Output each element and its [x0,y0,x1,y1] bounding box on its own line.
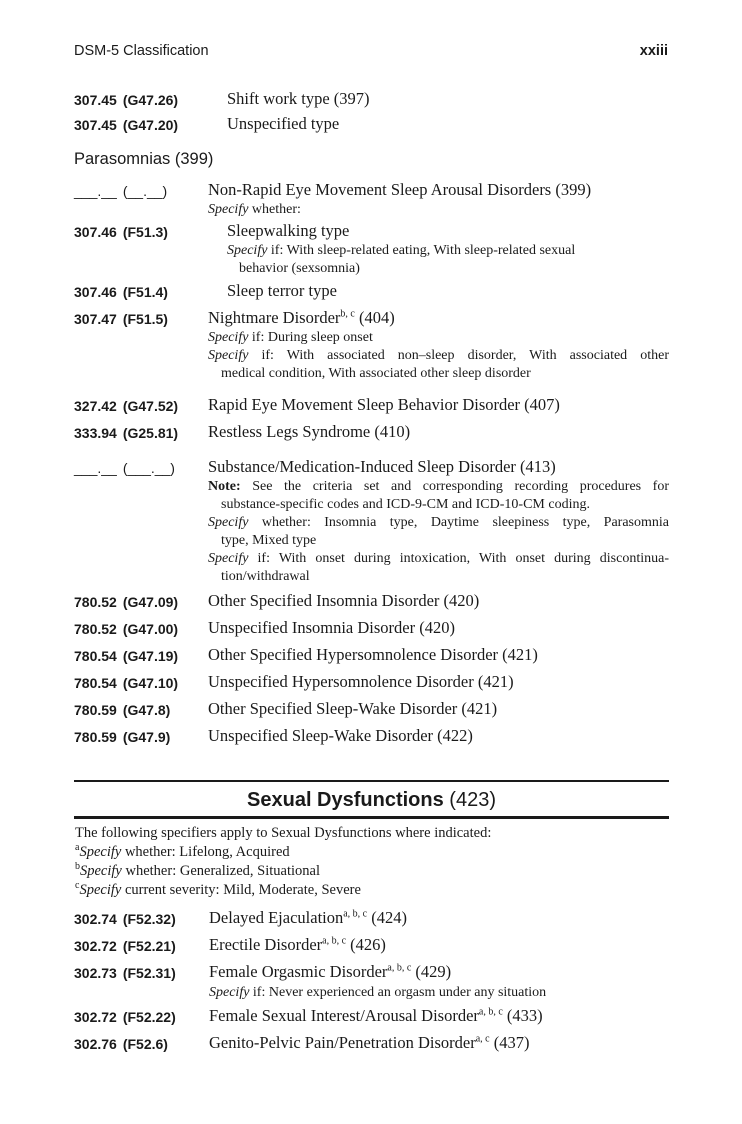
specifier-line: Specify if: During sleep onset [208,330,373,345]
note-line: substance-specific codes and ICD-9-CM and ICD-10-CM coding. [221,497,590,512]
diagnosis-name: Genito-Pelvic Pain/Penetration Disorder$^{a, c}$ (437) [209,1033,530,1052]
diagnosis-name: Unspecified Hypersomnolence Disorder (421) [208,672,514,691]
diagnosis-name: Unspecified type [227,114,340,133]
diagnosis-code: 780.54 (G47.19) [74,648,179,664]
diagnosis-name: Other Specified Hypersomnolence Disorder (421) [208,645,538,664]
page-number: xxiii [639,43,668,59]
diagnosis-code-blank: ___.__ (__.__) [74,183,168,199]
specifier-line: medical condition, With associated other sleep disorder [221,366,531,381]
diagnosis-code: 327.42 (G47.52) [74,398,179,414]
diagnosis-name: Erectile Disorder$^{a, b, c}$ (426) [209,935,386,954]
diagnosis-code: 307.45 (G47.26) [74,92,179,108]
diagnosis-code: 307.45 (G47.20) [74,117,179,133]
section-rule-bottom [74,816,669,819]
diagnosis-code: 302.74 (F52.32) [74,911,176,927]
running-header: DSM-5 Classification [74,43,209,59]
diagnosis-name: Nightmare Disorder$^{b, c}$ (404) [208,308,395,327]
diagnosis-name: Shift work type (397) [227,89,370,108]
diagnosis-name: Delayed Ejaculation$^{a, b, c}$ (424) [209,908,407,927]
specifier-line: Specify whether: [208,202,301,217]
specifier-footnote: $^b$Specify whether: Generalized, Situational [75,861,320,879]
specifier-line: Specify if: With onset during intoxication, With onset during discontinua- [208,551,669,566]
diagnosis-code: 302.72 (F52.22) [74,1009,176,1025]
diagnosis-code: 302.73 (F52.31) [74,965,176,981]
diagnosis-code: 333.94 (G25.81) [74,425,179,441]
section-title-sexual-dysfunctions: Sexual Dysfunctions (423) [247,789,496,811]
diagnosis-name: Female Orgasmic Disorder$^{a, b, c}$ (429) [209,962,452,981]
diagnosis-name: Restless Legs Syndrome (410) [208,422,411,441]
specifier-line: Specify if: With sleep-related eating, With sleep-related sexual [227,243,576,258]
specifier-line: tion/withdrawal [221,569,310,584]
diagnosis-name: Non-Rapid Eye Movement Sleep Arousal Disorders (399) [208,180,592,199]
diagnosis-name: Unspecified Insomnia Disorder (420) [208,618,455,637]
diagnosis-code: 780.59 (G47.8) [74,702,171,718]
diagnosis-code-blank: ___.__ (___.__) [74,460,175,476]
specifier-line: behavior (sexsomnia) [239,261,360,276]
specifier-line: Specify if: Never experienced an orgasm under any situation [209,985,547,1000]
diagnosis-code: 780.54 (G47.10) [74,675,179,691]
note-line: Note: See the criteria set and corresponding recording procedures for [208,479,669,494]
diagnosis-code: 302.72 (F52.21) [74,938,176,954]
diagnosis-name: Rapid Eye Movement Sleep Behavior Disorder (407) [208,395,560,414]
diagnosis-name: Other Specified Sleep-Wake Disorder (421) [208,699,498,718]
diagnosis-code: 307.46 (F51.3) [74,224,168,240]
diagnosis-name: Other Specified Insomnia Disorder (420) [208,591,480,610]
diagnosis-code: 780.52 (G47.09) [74,594,179,610]
intro-text: The following specifiers apply to Sexual Dysfunctions where indicated: [75,825,492,841]
section-heading-parasomnias: Parasomnias (399) [74,150,214,168]
diagnosis-name: Unspecified Sleep-Wake Disorder (422) [208,726,473,745]
diagnosis-code: 307.46 (F51.4) [74,284,168,300]
diagnosis-code: 302.76 (F52.6) [74,1036,168,1052]
specifier-line: type, Mixed type [221,533,317,548]
diagnosis-code: 307.47 (F51.5) [74,311,168,327]
specifier-line: Specify whether: Insomnia type, Daytime sleepiness type, Parasomnia [208,515,669,530]
diagnosis-name: Female Sexual Interest/Arousal Disorder$^{a, b, c}$ (433) [209,1006,543,1025]
specifier-line: Specify if: With associated non–sleep disorder, With associated other [208,348,669,363]
section-rule-top [74,780,669,782]
diagnosis-code: 780.59 (G47.9) [74,729,171,745]
diagnosis-code: 780.52 (G47.00) [74,621,179,637]
diagnosis-name: Sleepwalking type [227,221,350,240]
diagnosis-name: Sleep terror type [227,281,337,300]
specifier-footnote: $^a$Specify whether: Lifelong, Acquired [75,842,290,860]
diagnosis-name: Substance/Medication-Induced Sleep Disorder (413) [208,457,556,476]
specifier-footnote: $^c$Specify current severity: Mild, Moderate, Severe [75,880,361,898]
